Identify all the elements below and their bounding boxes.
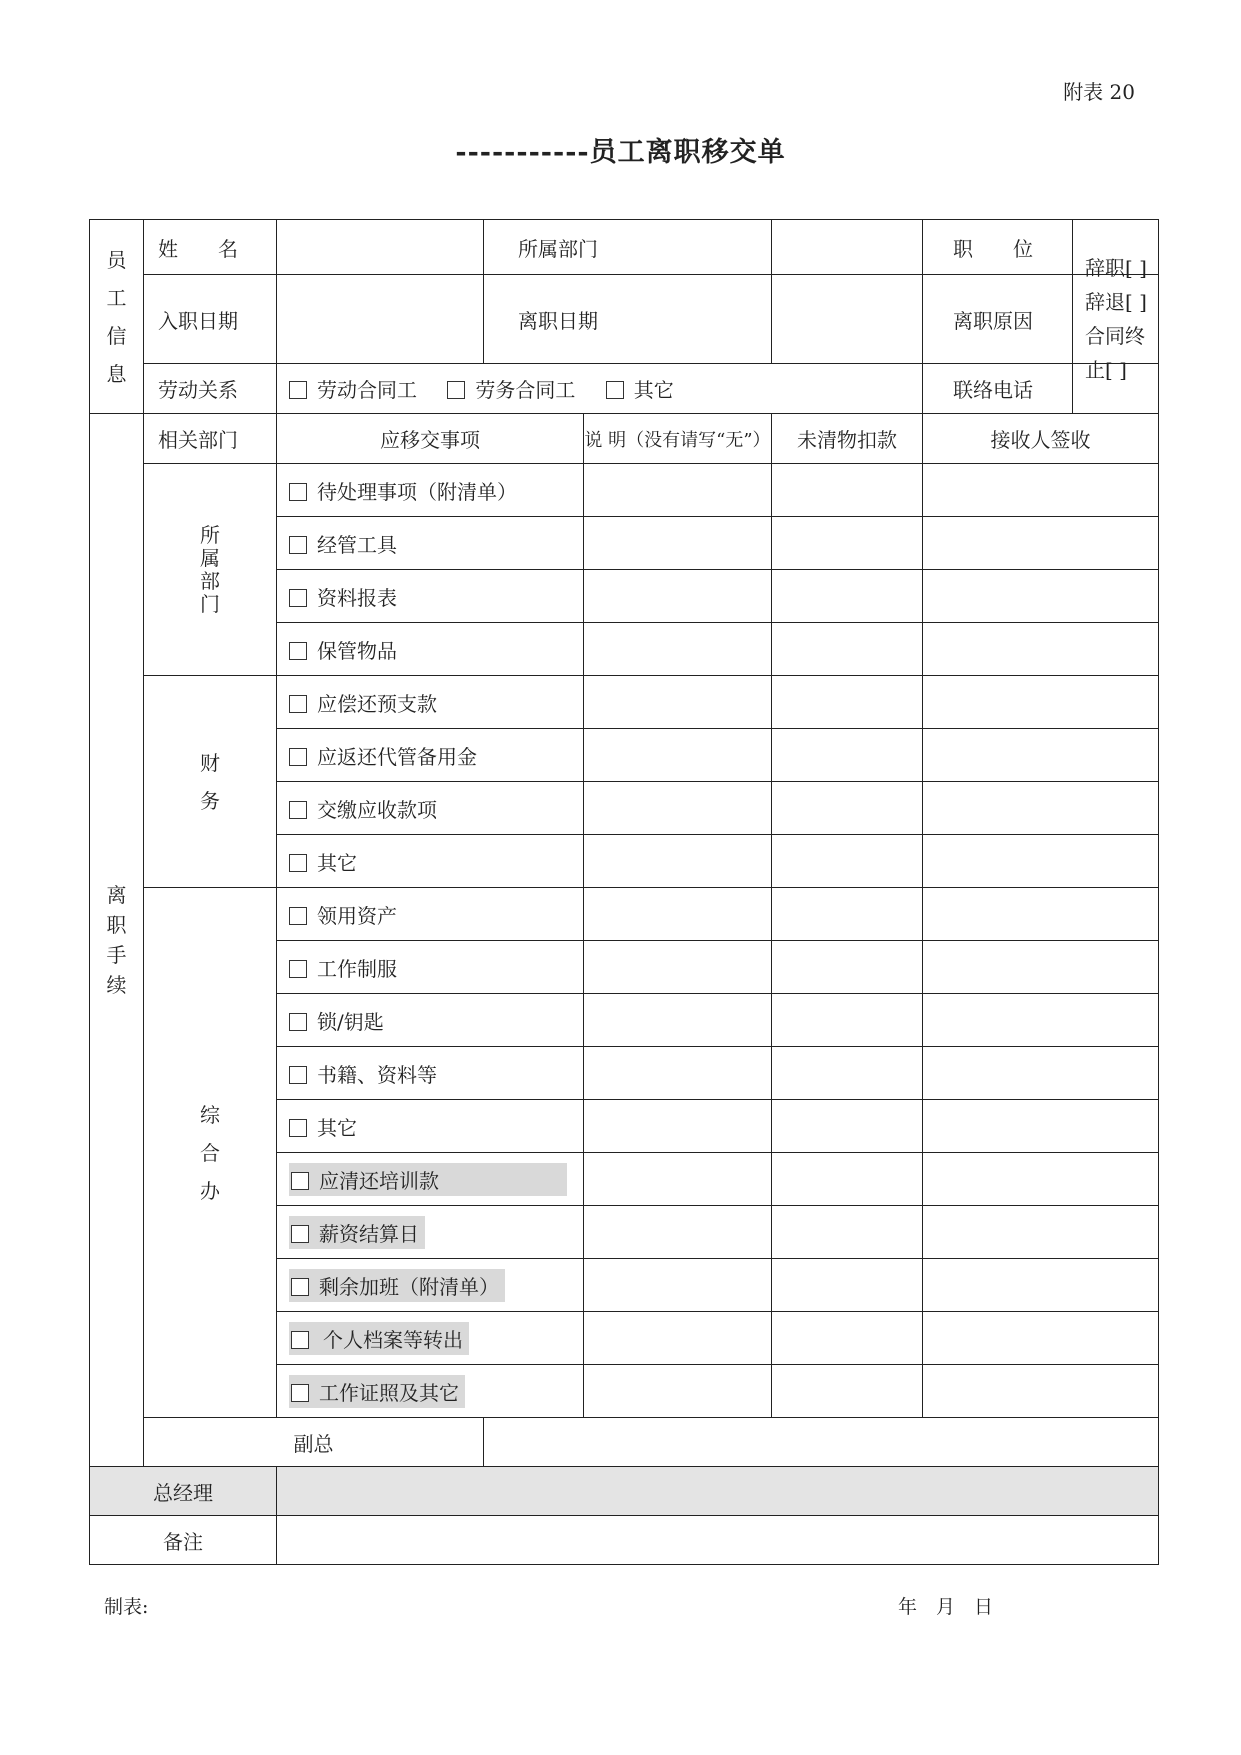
group-finance-label: 财 务 [144,676,277,888]
receiver-cell[interactable] [923,676,1159,729]
deduction-cell[interactable] [772,835,923,888]
receiver-cell[interactable] [923,1100,1159,1153]
deduction-cell[interactable] [772,676,923,729]
deduction-cell[interactable] [772,729,923,782]
deduction-cell[interactable] [772,517,923,570]
col-header-receiver: 接收人签收 [923,414,1159,464]
notes-cell[interactable] [584,729,772,782]
deduction-cell[interactable] [772,782,923,835]
col-header-notes: 说 明（没有请写“无”） [584,414,772,464]
receiver-cell[interactable] [923,517,1159,570]
reason-line-1: 辞职[ ]辞退[ ] [1085,256,1147,314]
checkbox[interactable] [447,381,465,399]
receiver-cell[interactable] [923,1206,1159,1259]
deduction-cell[interactable] [772,1153,923,1206]
labor-option-1[interactable]: 劳动合同工 [289,378,417,402]
deduction-cell[interactable] [772,1206,923,1259]
checkbox[interactable] [291,1225,309,1243]
labor-option-2[interactable]: 劳务合同工 [447,378,575,402]
notes-cell[interactable] [584,941,772,994]
general-manager-label: 总经理 [90,1467,277,1516]
phone-field[interactable] [1073,364,1158,413]
receiver-cell[interactable] [923,888,1159,941]
leave-date-field[interactable] [772,275,923,364]
receiver-cell[interactable] [923,729,1159,782]
checkbox[interactable] [289,748,307,766]
department-field[interactable] [772,220,923,275]
notes-cell[interactable] [584,517,772,570]
receiver-cell[interactable] [923,464,1159,517]
handover-item-highlighted[interactable]: 个人档案等转出 [277,1312,584,1365]
deduction-cell[interactable] [772,1365,923,1418]
checkbox[interactable] [606,381,624,399]
receiver-cell[interactable] [923,1047,1159,1100]
remarks-field[interactable] [277,1516,1159,1565]
notes-cell[interactable] [584,1259,772,1312]
handover-item[interactable]: 待处理事项（附清单） [277,464,584,517]
date-label: 年 月 日 [898,1596,994,1618]
notes-cell[interactable] [584,1206,772,1259]
checkbox[interactable] [289,1066,307,1084]
employee-info-section-label: 员 工 信 息 [90,220,144,414]
position-label: 职 位 [923,220,1073,274]
name-field[interactable] [277,220,484,275]
handover-item[interactable]: 其它 [277,1100,584,1153]
deduction-cell[interactable] [772,1312,923,1365]
labor-relation-label: 劳动关系 [144,364,277,414]
receiver-cell[interactable] [923,1312,1159,1365]
col-header-items: 应移交事项 [277,414,584,464]
deduction-cell[interactable] [772,1259,923,1312]
checkbox[interactable] [289,695,307,713]
notes-cell[interactable] [584,1047,772,1100]
checkbox[interactable] [289,1013,307,1031]
checkbox[interactable] [289,381,307,399]
handover-item[interactable]: 其它 [277,835,584,888]
checkbox[interactable] [289,801,307,819]
group-dept-label: 所 属 部 门 [144,464,277,676]
checkbox[interactable] [291,1331,309,1349]
leave-date-label: 离职日期 [484,275,772,364]
checkbox[interactable] [289,1119,307,1137]
labor-option-3[interactable]: 其它 [606,378,674,402]
receiver-cell[interactable] [923,1153,1159,1206]
hire-date-label: 入职日期 [144,275,277,364]
leave-reason-label: 离职原因 [923,275,1073,363]
deduction-cell[interactable] [772,941,923,994]
checkbox[interactable] [289,907,307,925]
form-maker-label: 制表: [104,1596,149,1618]
hire-date-field[interactable] [277,275,484,364]
notes-cell[interactable] [584,1100,772,1153]
phone-cell [923,364,1159,414]
checkbox[interactable] [291,1384,309,1402]
notes-cell[interactable] [584,623,772,676]
group-admin-label: 综 合 办 [144,888,277,1418]
annex-number: 附表 20 [1063,80,1135,104]
notes-cell[interactable] [584,888,772,941]
deduction-cell[interactable] [772,888,923,941]
checkbox[interactable] [289,854,307,872]
receiver-cell[interactable] [923,570,1159,623]
general-manager-signature-field[interactable] [277,1467,1159,1516]
deduction-cell[interactable] [772,570,923,623]
department-label: 所属部门 [484,220,772,275]
handover-item[interactable]: 交缴应收款项 [277,782,584,835]
checkbox[interactable] [289,960,307,978]
notes-cell[interactable] [584,782,772,835]
vice-president-label: 副总 [144,1418,484,1467]
handover-item[interactable]: 书籍、资料等 [277,1047,584,1100]
leave-reason-options[interactable] [1073,256,1158,382]
receiver-cell[interactable] [923,623,1159,676]
handover-item[interactable]: 应返还代管备用金 [277,729,584,782]
form-title: -----------员工离职移交单 [455,137,786,168]
checkbox[interactable] [289,536,307,554]
notes-cell[interactable] [584,464,772,517]
deduction-cell[interactable] [772,1100,923,1153]
receiver-cell[interactable] [923,835,1159,888]
notes-cell[interactable] [584,994,772,1047]
handover-item-highlighted[interactable]: 工作证照及其它 [277,1365,584,1418]
col-header-dept: 相关部门 [144,414,277,464]
reason-cell [923,256,1159,382]
handover-item[interactable]: 保管物品 [277,623,584,676]
handover-item[interactable]: 锁/钥匙 [277,994,584,1047]
checkbox[interactable] [289,642,307,660]
phone-label: 联络电话 [923,364,1073,413]
labor-relation-options [277,364,923,414]
handover-item-highlighted[interactable]: 剩余加班（附清单） [277,1259,584,1312]
notes-cell[interactable] [584,1153,772,1206]
deduction-cell[interactable] [772,464,923,517]
receiver-cell[interactable] [923,994,1159,1047]
handover-item[interactable]: 工作制服 [277,941,584,994]
checkbox[interactable] [291,1278,309,1296]
handover-item[interactable]: 应偿还预支款 [277,676,584,729]
handover-item-highlighted[interactable]: 应清还培训款 [277,1153,584,1206]
notes-cell[interactable] [584,676,772,729]
receiver-cell[interactable] [923,1259,1159,1312]
receiver-cell[interactable] [923,782,1159,835]
name-label: 姓 名 [144,220,277,275]
remarks-label: 备注 [90,1516,277,1565]
notes-cell[interactable] [584,835,772,888]
handover-section-label: 离 职 手 续 [90,414,144,1467]
notes-cell[interactable] [584,1365,772,1418]
notes-cell[interactable] [584,570,772,623]
col-header-deduction: 未清物扣款 [772,414,923,464]
deduction-cell[interactable] [772,623,923,676]
checkbox[interactable] [291,1172,309,1190]
notes-cell[interactable] [584,1312,772,1365]
reason-line-2: 合同终止[ ] [1085,324,1145,382]
deduction-cell[interactable] [772,994,923,1047]
deduction-cell[interactable] [772,1047,923,1100]
handover-item-highlighted[interactable]: 薪资结算日 [277,1206,584,1259]
checkbox[interactable] [289,589,307,607]
checkbox[interactable] [289,483,307,501]
handover-item[interactable]: 领用资产 [277,888,584,941]
handover-form-table [89,219,1159,1565]
vice-president-signature-field[interactable] [484,1418,1159,1467]
handover-item[interactable]: 经管工具 [277,517,584,570]
receiver-cell[interactable] [923,941,1159,994]
receiver-cell[interactable] [923,1365,1159,1418]
handover-item[interactable]: 资料报表 [277,570,584,623]
